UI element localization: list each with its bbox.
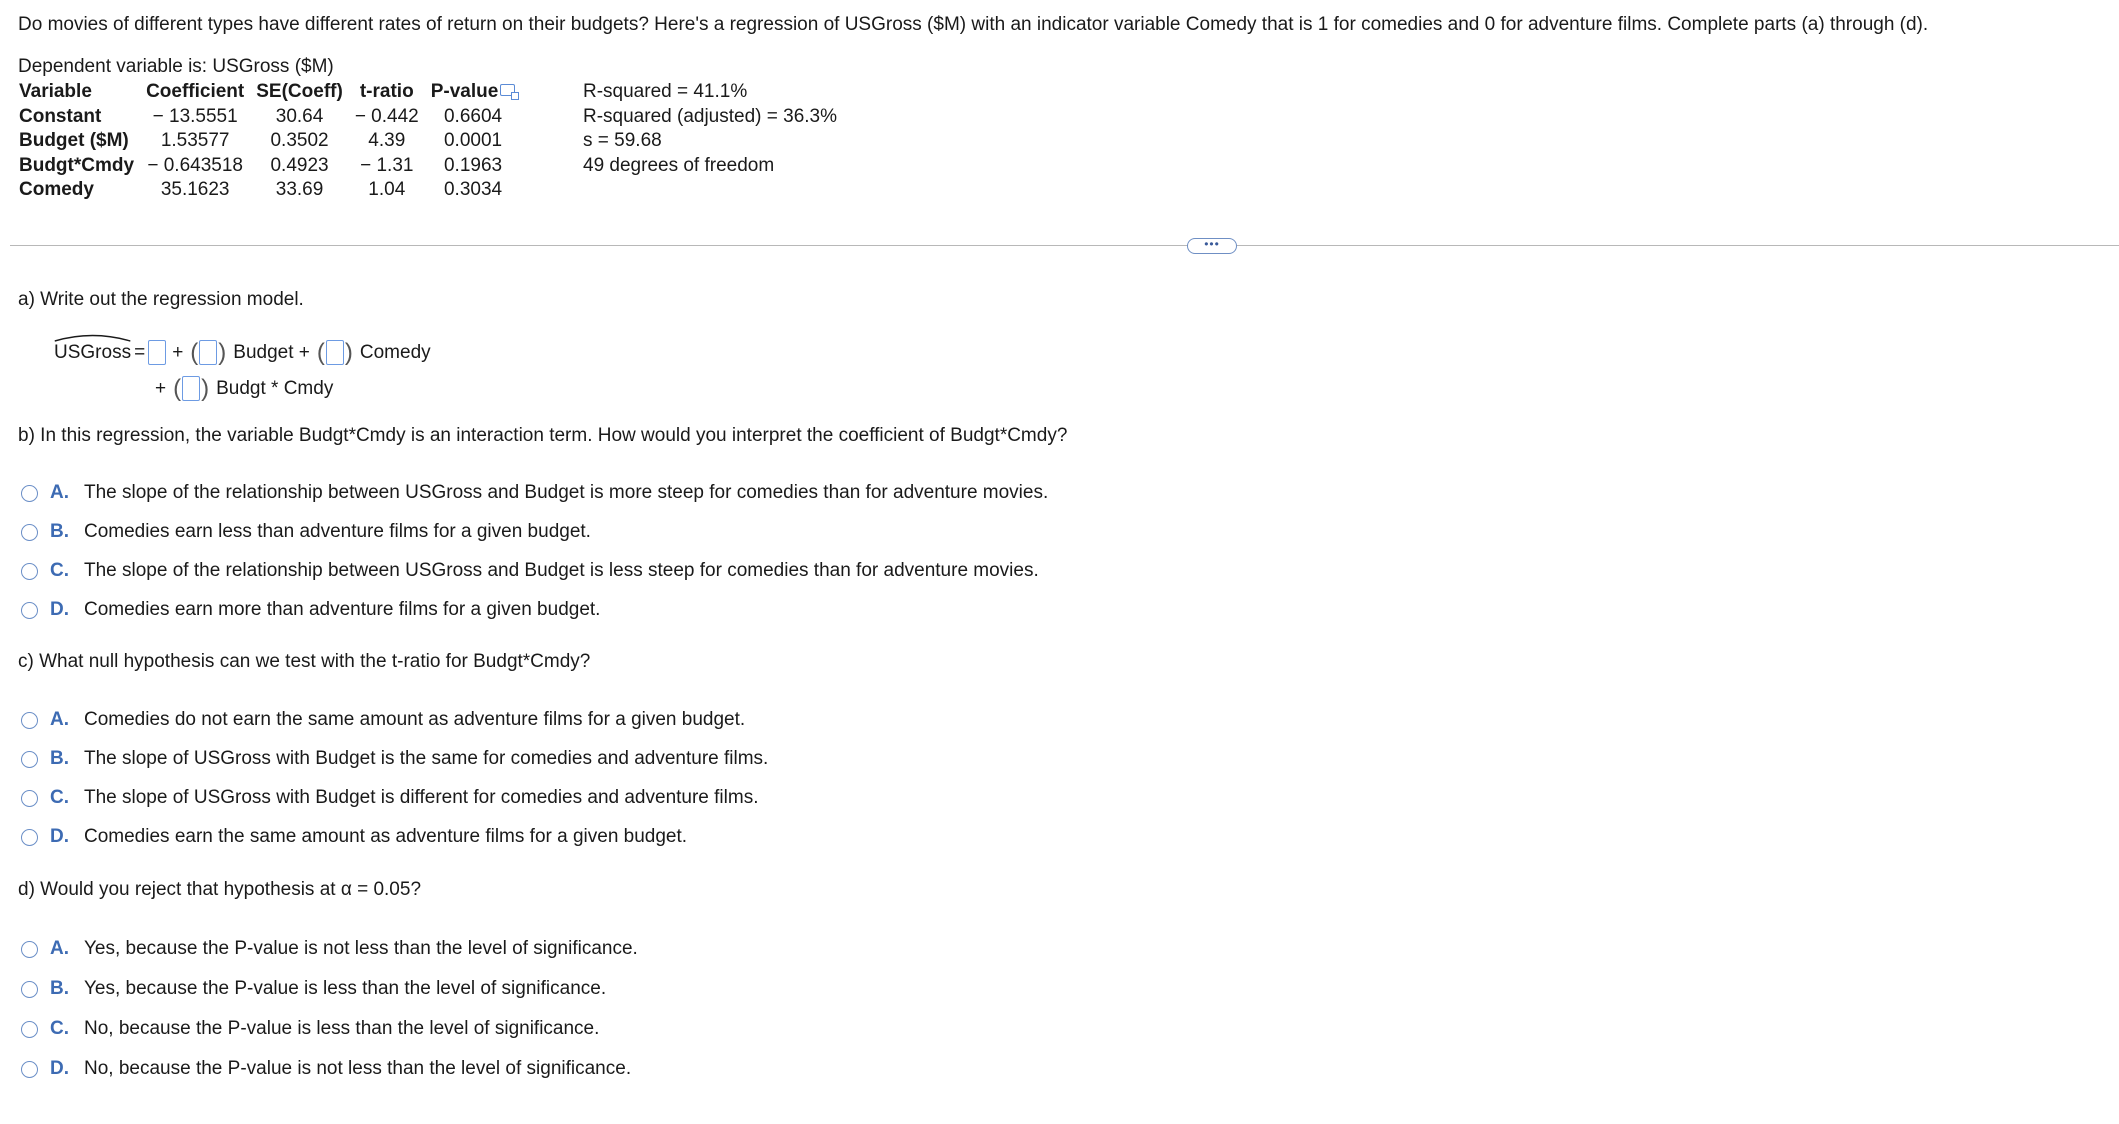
table-row	[14, 129, 521, 154]
hat-icon	[54, 332, 131, 342]
budget-term: Budget +	[233, 341, 310, 363]
radio-button[interactable]	[21, 790, 38, 807]
row-p: 0.3034	[443, 179, 503, 201]
row-coefficient: − 0.643518	[147, 154, 243, 176]
row-se: 33.69	[275, 179, 324, 201]
question-b: b) In this regression, the variable Budgt*Cmdy is an interaction term. How would you interpret the coefficient of Budgt*Cmdy?	[18, 425, 1068, 446]
regression-stats	[583, 80, 837, 178]
radio-button[interactable]	[21, 981, 38, 998]
radio-button[interactable]	[21, 751, 38, 768]
equation-line-2: + ( ) Budgt * Cmdy	[155, 375, 334, 402]
row-variable: Comedy	[19, 179, 94, 201]
header-se: SE(Coeff)	[256, 81, 343, 103]
usgross-hat	[54, 342, 131, 364]
equals-sign: =	[134, 341, 146, 363]
table-row	[14, 154, 521, 179]
option-c-a[interactable]: A. Comedies do not earn the same amount as adventure films for a given budget.	[21, 709, 745, 731]
lhs-label: USGross	[54, 341, 132, 363]
option-c-c[interactable]: C. The slope of USGross with Budget is different for comedies and adventure films.	[21, 787, 758, 809]
copy-icon[interactable]	[500, 84, 515, 96]
row-se: 30.64	[275, 105, 324, 127]
header-variable: Variable	[19, 81, 92, 103]
regression-table	[14, 80, 521, 203]
row-se: 0.3502	[270, 130, 329, 152]
option-c-b[interactable]: B. The slope of USGross with Budget is the same for comedies and adventure films.	[21, 748, 768, 770]
radio-button[interactable]	[21, 712, 38, 729]
r-squared-adjusted: R-squared (adjusted) = 36.3%	[583, 105, 838, 127]
header-p-value	[425, 80, 522, 105]
interaction-coef-input[interactable]	[182, 376, 200, 401]
equation-line-1: USGross = + ( ) Budget + ( ) Comedy	[54, 340, 431, 365]
radio-button[interactable]	[21, 1061, 38, 1078]
budget-coef-input[interactable]	[199, 340, 217, 365]
question-a: a) Write out the regression model.	[18, 289, 304, 310]
row-t: 4.39	[368, 130, 406, 152]
row-p: 0.6604	[443, 105, 503, 127]
radio-button[interactable]	[21, 524, 38, 541]
option-b-b[interactable]: B. Comedies earn less than adventure films for a given budget.	[21, 521, 591, 543]
radio-button[interactable]	[21, 1021, 38, 1038]
std-error-s: s = 59.68	[583, 130, 662, 151]
question-c: c) What null hypothesis can we test with the t-ratio for Budgt*Cmdy?	[18, 651, 591, 672]
header-coefficient: Coefficient	[146, 81, 245, 103]
row-t: − 0.442	[354, 105, 419, 127]
row-coefficient: − 13.5551	[152, 105, 238, 127]
plus-sign: +	[172, 341, 184, 363]
comedy-term: Comedy	[359, 341, 431, 363]
radio-button[interactable]	[21, 829, 38, 846]
regression-header-row	[14, 80, 521, 105]
option-d-c[interactable]: C. No, because the P-value is less than the level of significance.	[21, 1018, 599, 1040]
row-coefficient: 35.1623	[160, 179, 230, 201]
option-d-a[interactable]: A. Yes, because the P-value is not less than the level of significance.	[21, 938, 638, 960]
row-variable: Budgt*Cmdy	[19, 154, 135, 176]
radio-button[interactable]	[21, 602, 38, 619]
row-p: 0.0001	[443, 130, 503, 152]
comedy-coef-input[interactable]	[326, 340, 344, 365]
expand-button[interactable]: •••	[1187, 238, 1237, 254]
option-d-b[interactable]: B. Yes, because the P-value is less than the level of significance.	[21, 978, 606, 1000]
option-b-a[interactable]: A. The slope of the relationship between USGross and Budget is more steep for comedies than for adventure movies.	[21, 482, 1048, 504]
row-coefficient: 1.53577	[160, 130, 230, 152]
plus-sign: +	[155, 377, 167, 399]
option-b-c[interactable]: C. The slope of the relationship between USGross and Budget is less steep for comedies than for adventure movies.	[21, 560, 1039, 582]
radio-button[interactable]	[21, 485, 38, 502]
table-row	[14, 178, 521, 203]
row-se: 0.4923	[270, 154, 329, 176]
option-b-d[interactable]: D. Comedies earn more than adventure films for a given budget.	[21, 599, 600, 621]
option-d-d[interactable]: D. No, because the P-value is not less than the level of significance.	[21, 1058, 631, 1080]
radio-button[interactable]	[21, 941, 38, 958]
table-row	[14, 105, 521, 130]
intercept-input[interactable]	[148, 340, 166, 365]
section-divider	[10, 245, 2119, 246]
dependent-variable-label: Dependent variable is: USGross ($M)	[18, 56, 334, 77]
radio-button[interactable]	[21, 563, 38, 580]
row-variable: Constant	[19, 105, 102, 127]
degrees-of-freedom: 49 degrees of freedom	[583, 154, 775, 176]
option-c-d[interactable]: D. Comedies earn the same amount as adventure films for a given budget.	[21, 826, 687, 848]
header-p-value-label: P-value	[430, 81, 499, 103]
row-t: − 1.31	[360, 154, 414, 176]
question-d: d) Would you reject that hypothesis at α = 0.05?	[18, 879, 422, 900]
row-variable: Budget ($M)	[19, 130, 129, 152]
interaction-term: Budgt * Cmdy	[216, 377, 334, 399]
problem-intro: Do movies of different types have different rates of return on their budgets? Here's a regression of USGross ($M) with an indicator variable Comedy that is 1 for comedies and 0 for adventure films. Complete parts (a) through (d).	[18, 14, 1929, 35]
r-squared: R-squared = 41.1%	[583, 81, 748, 102]
row-t: 1.04	[368, 179, 406, 201]
header-t-ratio: t-ratio	[359, 81, 414, 103]
row-p: 0.1963	[443, 154, 503, 176]
